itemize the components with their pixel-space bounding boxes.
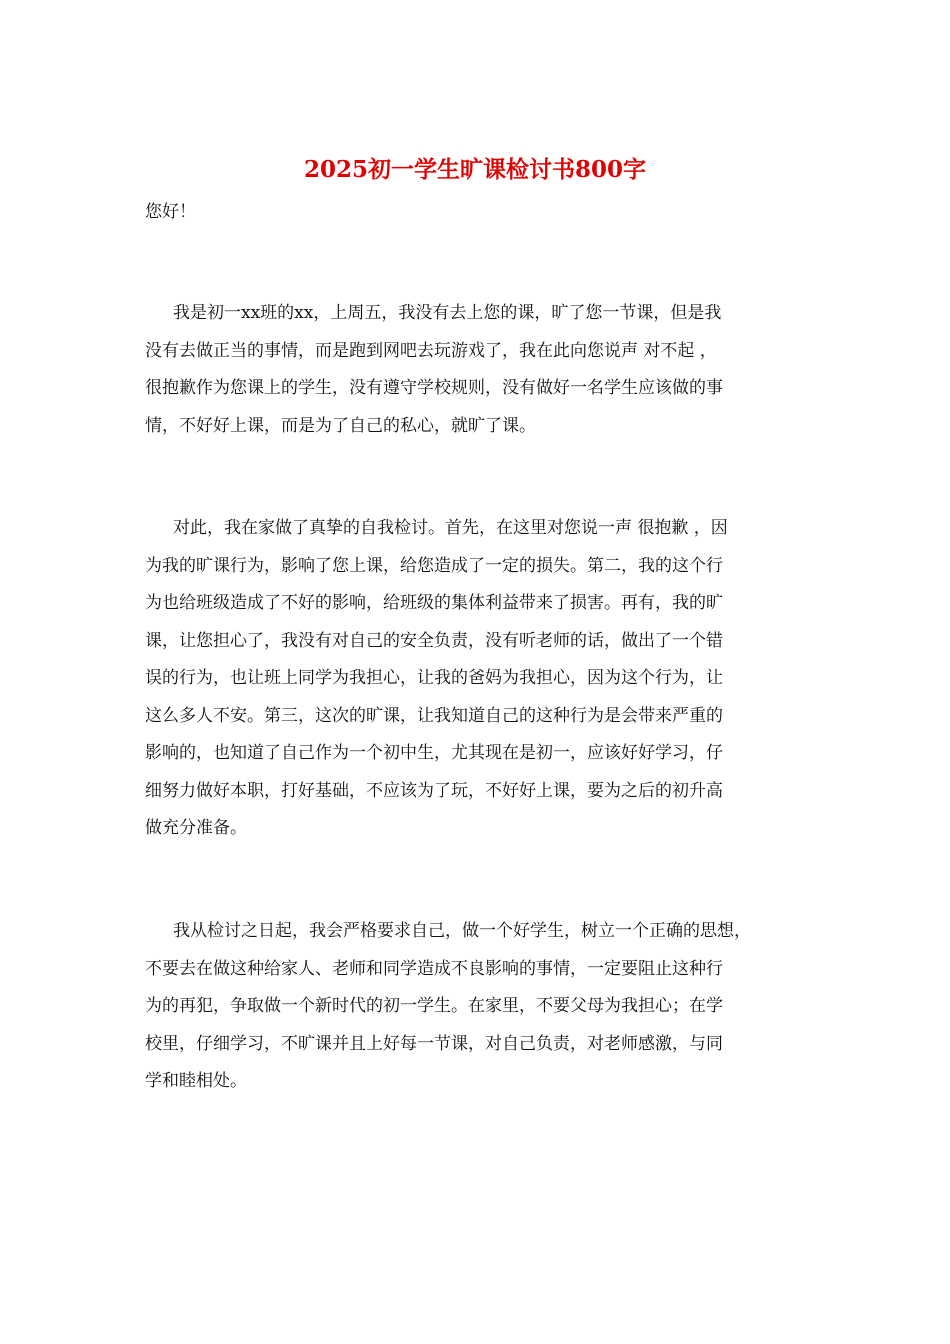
paragraph-line: 情，不好好上课，而是为了自己的私心，就旷了课。: [145, 415, 536, 436]
paragraph-line: 很抱歉作为您课上的学生，没有遵守学校规则，没有做好一名学生应该做的事: [145, 378, 723, 398]
paragraph-line: 误的行为，也让班上同学为我担心，让我的爸妈为我担心，因为这个行为，让: [145, 668, 723, 688]
paragraph-line: 我从检讨之日起，我会严格要求自己，做一个好学生，树立一个正确的思想，: [173, 921, 751, 941]
paragraph-line: 做充分准备。: [145, 818, 247, 838]
paragraph-line: 为的再犯，争取做一个新时代的初一学生。在家里，不要父母为我担心；在学: [145, 996, 723, 1016]
paragraph-line: 学和睦相处。: [145, 1071, 247, 1091]
paragraph-1: [145, 295, 805, 445]
paragraph-line: 校里，仔细学习，不旷课并且上好每一节课，对自己负责，对老师感激，与同: [145, 1033, 723, 1054]
paragraph-2: [145, 510, 805, 848]
paragraph-line: 这么多人不安。第三，这次的旷课，让我知道自己的这种行为是会带来严重的: [145, 705, 723, 726]
greeting: 您好！: [145, 202, 196, 222]
paragraph-line: 不要去在做这种给家人、老师和同学造成不良影响的事情，一定要阻止这种行: [145, 958, 723, 979]
paragraph-line: 细努力做好本职，打好基础，不应该为了玩，不好好上课，要为之后的初升高: [145, 780, 723, 801]
paragraph-3: [145, 913, 805, 1101]
paragraph-line: 为我的旷课行为，影响了您上课，给您造成了一定的损失。第二，我的这个行: [145, 555, 723, 576]
paragraph-line: 我是初一xx班的xx，上周五，我没有去上您的课，旷了您一节课，但是我: [173, 303, 722, 323]
paragraph-line: 对此，我在家做了真挚的自我检讨。首先，在这里对您说一声 很抱歉 ，因: [173, 518, 728, 538]
paragraph-line: 影响的，也知道了自己作为一个初中生，尤其现在是初一，应该好好学习，仔: [145, 743, 723, 763]
paragraph-line: 没有去做正当的事情，而是跑到网吧去玩游戏了，我在此向您说声 对不起 ，: [145, 340, 717, 361]
paragraph-line: 为也给班级造成了不好的影响，给班级的集体利益带来了损害。再有，我的旷: [145, 593, 723, 613]
document-title: 2025初一学生旷课检讨书800字: [303, 156, 647, 183]
paragraph-line: 课，让您担心了，我没有对自己的安全负责，没有听老师的话，做出了一个错: [145, 630, 723, 651]
